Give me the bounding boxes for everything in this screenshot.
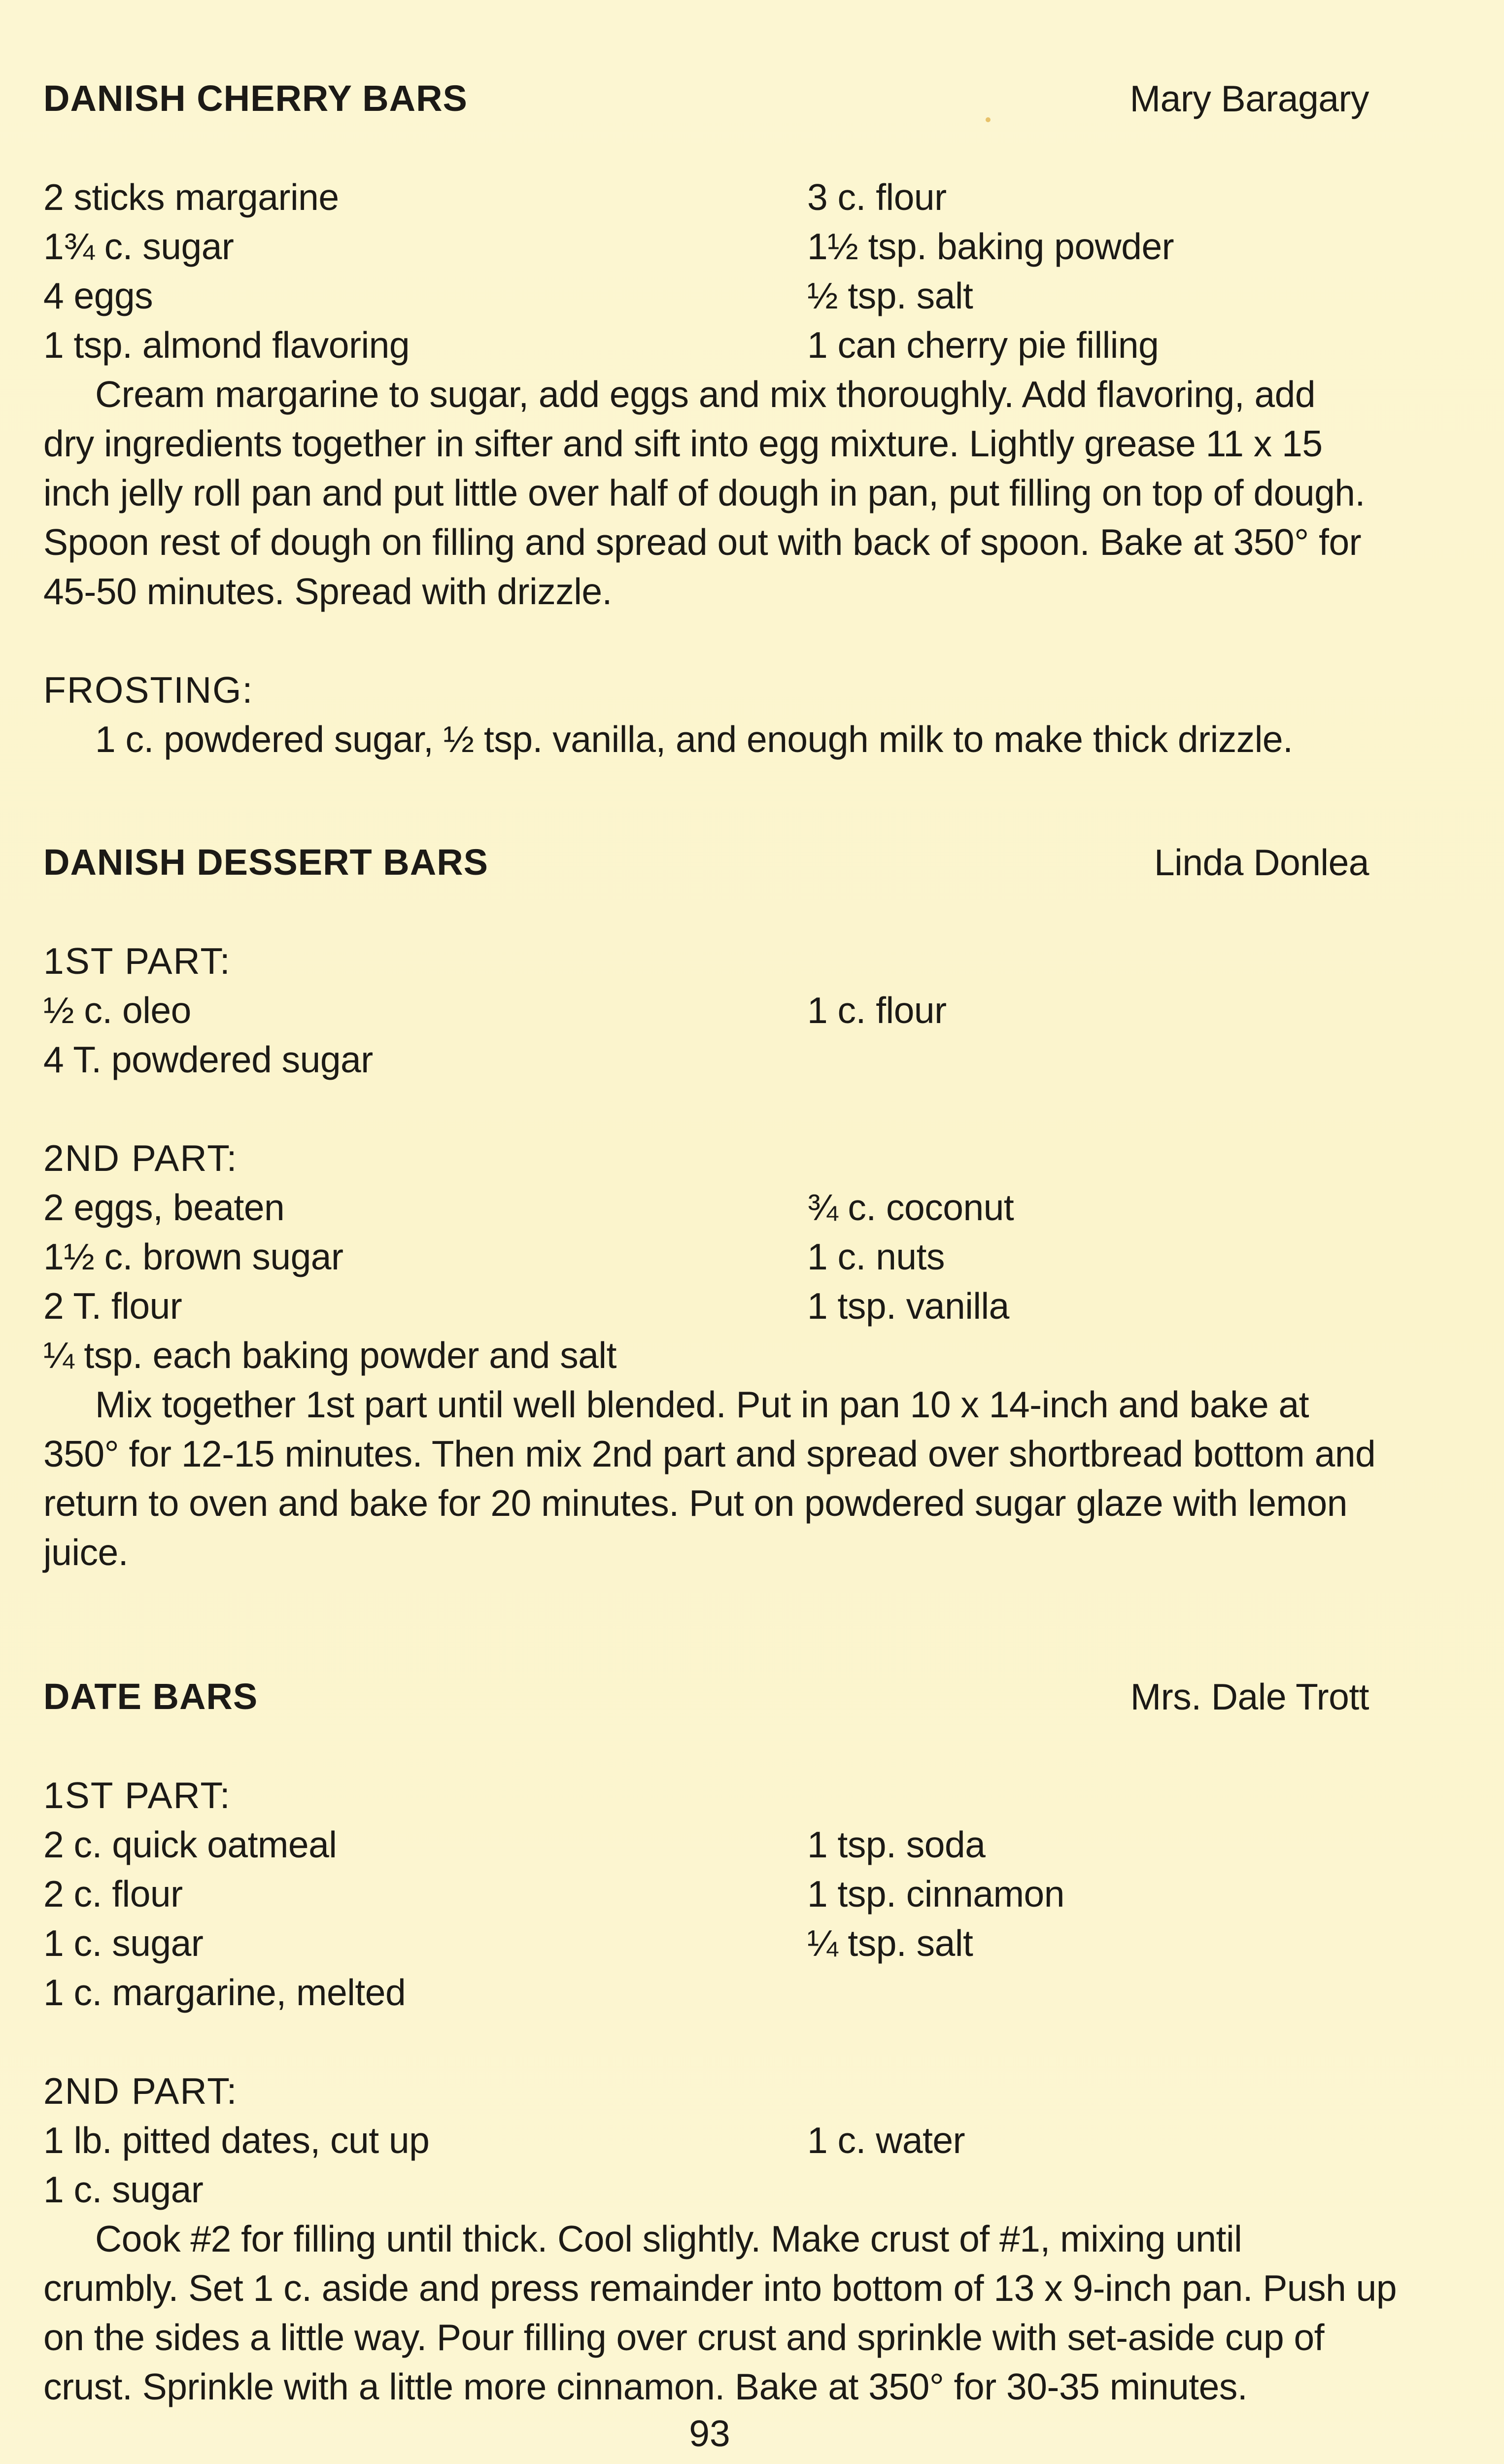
ingredient-row [43,1035,1369,1084]
ingredient-row [43,2165,1369,2214]
recipe-date-bars [43,1672,1397,2411]
recipe-author: Linda Donlea [1154,842,1369,883]
frosting-label: FROSTING: [43,669,254,711]
directions-line: return to oven and bake for 20 minutes. Put on powdered sugar glaze with lemon [43,1482,1347,1524]
directions-line: dry ingredients together in sifter and sift into egg mixture. Lightly grease 11 x 15 [43,423,1323,464]
ingredient-row [43,2116,1369,2165]
spacer [43,123,1369,172]
recipe-header [43,74,1369,123]
directions-line: Spoon rest of dough on filling and spread out with back of spoon. Bake at 350° for [43,521,1362,563]
ingredient-row [43,320,1369,370]
ingredient-left: 2 T. flour [43,1285,182,1327]
page-number: 93 [689,2413,730,2454]
ingredient-right: 1 tsp. cinnamon [807,1873,1064,1915]
ingredient-left: ¼ tsp. each baking powder and salt [43,1335,616,1376]
part-label: 1ST PART: [43,940,231,982]
ingredient-row [43,1820,1369,1869]
ingredient-left: 4 eggs [43,275,153,316]
ingredient-left: 1 c. sugar [43,1922,204,1964]
ingredient-left: 1¾ c. sugar [43,226,234,267]
ingredient-left: 1 c. sugar [43,2169,204,2210]
ingredient-left: 4 T. powdered sugar [43,1039,373,1080]
ingredient-right: 1 tsp. vanilla [807,1285,1009,1327]
ingredient-right: 3 c. flour [807,176,947,218]
recipe-title: DANISH CHERRY BARS [43,78,468,119]
ingredient-right: 1 can cherry pie filling [807,324,1159,366]
ingredient-row [43,1968,1369,2017]
ingredient-row [43,1183,1369,1232]
ingredient-row [43,1232,1369,1281]
ingredient-left: 2 c. flour [43,1873,183,1915]
directions-line: 350° for 12-15 minutes. Then mix 2nd part and spread over shortbread bottom and [43,1433,1376,1474]
ingredient-row [43,222,1369,271]
ingredient-left: ½ c. oleo [43,990,191,1031]
recipe-directions [43,2214,1397,2411]
spacer [43,2017,1369,2066]
recipe-header [43,1672,1369,1721]
part-label: 2ND PART: [43,2070,238,2112]
spacer [43,1084,1369,1133]
ingredient-left: 1½ c. brown sugar [43,1236,343,1277]
ingredient-right: ¾ c. coconut [807,1187,1014,1228]
directions-line: Cream margarine to sugar, add eggs and mix thoroughly. Add flavoring, add [95,374,1316,415]
recipe-author: Mary Baragary [1129,78,1369,119]
directions-line: Mix together 1st part until well blended. Put in pan 10 x 14-inch and bake at [95,1384,1309,1425]
part-label: 2ND PART: [43,1137,238,1179]
ingredient-row [43,1281,1369,1331]
directions-line: inch jelly roll pan and put little over half of dough in pan, put filling on top of dough. [43,472,1365,513]
ingredient-right: 1 c. flour [807,990,947,1031]
directions-line: 45-50 minutes. Spread with drizzle. [43,571,612,612]
ingredient-left: 2 c. quick oatmeal [43,1824,337,1865]
ingredient-right: 1 c. water [807,2120,965,2161]
recipe-author: Mrs. Dale Trott [1130,1676,1369,1717]
ingredient-left: 2 eggs, beaten [43,1187,285,1228]
ingredient-right: 1½ tsp. baking powder [807,226,1174,267]
ingredient-row [43,1331,1369,1380]
directions-line: on the sides a little way. Pour filling over crust and sprinkle with set-aside cup of [43,2317,1325,2358]
part-label: 1ST PART: [43,1775,231,1816]
directions-line: crust. Sprinkle with a little more cinnamon. Bake at 350° for 30-35 minutes. [43,2366,1248,2407]
frosting-text: 1 c. powdered sugar, ½ tsp. vanilla, and enough milk to make thick drizzle. [95,719,1293,760]
recipe-directions [43,370,1369,616]
recipe-title: DATE BARS [43,1676,258,1717]
spacer [43,887,1369,936]
recipe-title: DANISH DESSERT BARS [43,842,488,883]
ingredient-row [43,1869,1369,1918]
directions-line: juice. [43,1532,129,1573]
ingredient-row [43,1918,1369,1968]
recipe-danish-dessert-bars [43,838,1376,1577]
ingredient-right: ½ tsp. salt [807,275,973,316]
ingredient-right: 1 c. nuts [807,1236,945,1277]
ingredient-left: 1 tsp. almond flavoring [43,324,410,366]
ingredient-row [43,986,1369,1035]
ingredient-right: ¼ tsp. salt [807,1922,973,1964]
ingredient-row [43,172,1369,222]
directions-line: Cook #2 for filling until thick. Cool slightly. Make crust of #1, mixing until [95,2218,1242,2259]
ingredient-left: 1 c. margarine, melted [43,1972,406,2013]
recipe-danish-cherry-bars [43,74,1369,764]
ingredient-left: 2 sticks margarine [43,176,339,218]
ingredient-left: 1 lb. pitted dates, cut up [43,2120,430,2161]
recipe-directions [43,1380,1376,1577]
ingredient-row [43,271,1369,320]
spacer [43,1721,1369,1771]
spacer [43,616,1369,665]
recipe-header [43,838,1369,887]
ingredient-right: 1 tsp. soda [807,1824,986,1865]
directions-line: crumbly. Set 1 c. aside and press remainder into bottom of 13 x 9-inch pan. Push up [43,2267,1397,2309]
